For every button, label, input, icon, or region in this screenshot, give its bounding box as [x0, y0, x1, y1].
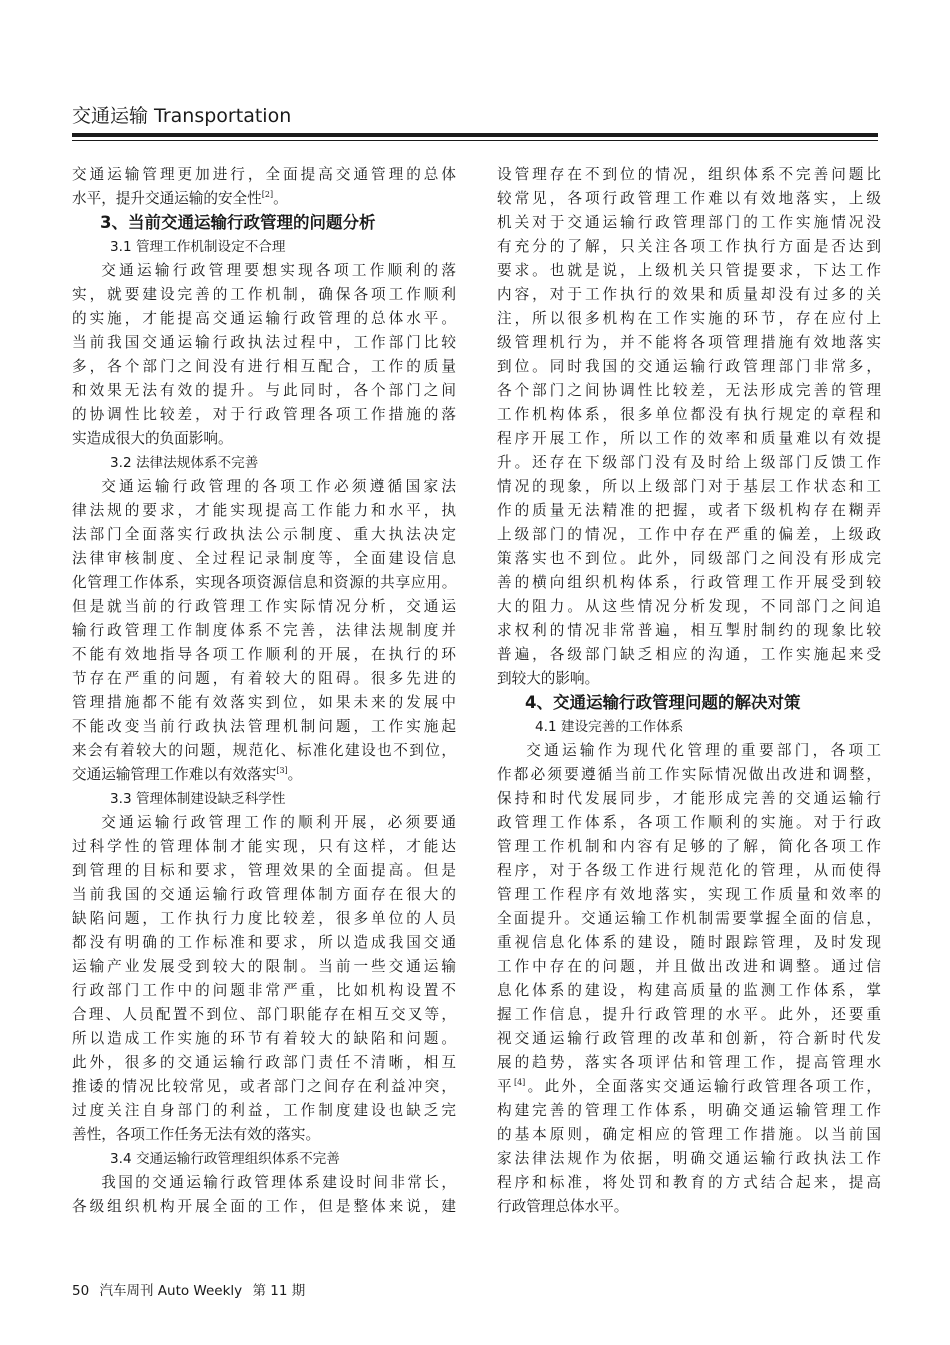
body-line: 保持和时代发展同步，才能形成完善的交通运输行 — [497, 790, 881, 807]
body-line: 的基本原则，确定相应的管理工作措施。以当前国 — [497, 1126, 881, 1143]
left-column — [72, 163, 456, 1219]
body-line: 到位。同时我国的交通运输行政管理部门非常多， — [497, 358, 881, 375]
body-line: 此外，很多的交通运输行政部门责任不清晰，相互 — [72, 1054, 456, 1071]
body-line: 不能有效地指导各项工作顺利的开展，在执行的环 — [72, 646, 456, 663]
body-line: 和效果无法有效的提升。与此同时，各个部门之间 — [72, 382, 456, 399]
header-rule-thin — [72, 140, 878, 141]
body-line: 作都必须要遵循当前工作实际情况做出改进和调整， — [497, 766, 881, 783]
body-line: 到管理的目标和要求，管理效果的全面提高。但是 — [72, 862, 456, 879]
paragraph-3-2 — [72, 475, 456, 787]
body-line: 交通运输行政管理要想实现各项工作顺利的落 — [101, 262, 456, 279]
paragraph-4-1 — [497, 739, 881, 1219]
body-line: 级管理机行为，并不能将各项管理措施有效地落实 — [497, 334, 881, 351]
body-line: 推诿的情况比较常见，或者部门之间存在利益冲突， — [72, 1078, 456, 1095]
body-line: 合理、人员配置不到位、部门职能存在相互交叉等， — [72, 1006, 456, 1023]
body-line: 家法律法规作为依据，明确交通运输行政执法工作 — [497, 1150, 881, 1167]
body-line: 求权利的情况非常普遍，相互掣肘制约的现象比较 — [497, 622, 881, 639]
body-line: 过度关注自身部门的利益，工作制度建设也缺乏完 — [72, 1102, 456, 1119]
body-line: 程序，对于各级工作进行规范化的管理，从而使得 — [497, 862, 881, 879]
body-line: 管理措施都不能有效落实到位，如果未来的发展中 — [72, 694, 456, 711]
body-line: 输行政管理工作制度体系不完善，法律法规制度并 — [72, 622, 456, 639]
journal-name: 汽车周刊 Auto Weekly — [99, 1283, 243, 1299]
body-line: 我国的交通运输行政管理体系建设时间非常长， — [101, 1174, 456, 1191]
body-line: 升。还存在下级部门没有及时给上级部门反馈工作 — [497, 454, 881, 471]
body-line: 平[4]。此外，全面落实交通运输行政管理各项工作， — [497, 1078, 881, 1095]
body-line: 各个部门之间协调性比较差，无法形成完善的管理 — [497, 382, 881, 399]
body-line: 律法规的要求，才能实现提高工作能力和水平，执 — [72, 502, 456, 519]
heading-3-4: 3.4 交通运输行政管理组织体系不完善 — [110, 1151, 340, 1167]
body-line: 交通运输行政管理的各项工作必须遵循国家法 — [101, 478, 456, 495]
paragraph-3-4-continued — [497, 163, 881, 691]
body-line: 节存在严重的问题，有着较大的阻碍。很多先进的 — [72, 670, 456, 687]
paragraph-3-1 — [72, 259, 456, 451]
body-line: 各级组织机构开展全面的工作，但是整体来说，建 — [72, 1198, 456, 1215]
body-line: 构建完善的管理工作体系，明确交通运输管理工作 — [497, 1102, 881, 1119]
body-line: 实造成很大的负面影响。 — [72, 430, 233, 447]
body-line: 管理工作机制和内容有足够的了解，简化各项工作 — [497, 838, 881, 855]
body-line: 大的阻力。从这些情况分析发现，不同部门之间追 — [497, 598, 881, 615]
citation: [3] — [276, 766, 288, 775]
body-line: 行政部门工作中的问题非常严重，比如机构设置不 — [72, 982, 456, 999]
body-line: 水平，提升交通运输的安全性[2]。 — [72, 190, 288, 207]
body-line: 情况的现象，所以上级部门对于基层工作状态和工 — [497, 478, 881, 495]
body-line: 管理工作程序有效地落实，实现工作质量和效率的 — [497, 886, 881, 903]
body-line: 重视信息化体系的建设，随时跟踪管理，及时发现 — [497, 934, 881, 951]
heading-3-2: 3.2 法律法规体系不完善 — [110, 455, 259, 471]
body-line: 机关对于交通运输行政管理部门的工作实施情况没 — [497, 214, 881, 231]
paragraph-3-4 — [72, 1171, 456, 1219]
body-line: 法部门全面落实行政执法公示制度、重大执法决定 — [72, 526, 456, 543]
page-number: 50 — [72, 1283, 90, 1299]
heading-section-3: 3、当前交通运输行政管理的问题分析 — [100, 213, 376, 232]
body-line: 的实施，才能提高交通运输行政管理的总体水平。 — [72, 310, 456, 327]
body-line: 有充分的了解，只关注各项工作执行方面是否达到 — [497, 238, 881, 255]
heading-section-4: 4、交通运输行政管理问题的解决对策 — [525, 693, 801, 712]
body-line: 工作机构体系，很多单位都没有执行规定的章程和 — [497, 406, 881, 423]
body-line: 政管理工作体系，各项工作顺利的实施。对于行政 — [497, 814, 881, 831]
body-line: 工作中存在的问题，并且做出改进和调整。通过信 — [497, 958, 881, 975]
body-line: 程序和标准，将处罚和教育的方式结合起来，提高 — [497, 1174, 881, 1191]
body-line: 善性，各项工作任务无法有效的落实。 — [72, 1126, 321, 1143]
header-rule-thick — [72, 133, 878, 137]
body-line: 交通运输行政管理工作的顺利开展，必须要通 — [101, 814, 456, 831]
right-column — [497, 163, 881, 1219]
body-line: 不能改变当前行政执法管理机制问题，工作实施起 — [72, 718, 456, 735]
body-line: 过科学性的管理体制才能实现，只有这样，才能达 — [72, 838, 456, 855]
body-line: 交通运输管理更加进行，全面提高交通管理的总体 — [72, 166, 456, 183]
paragraph-3-3 — [72, 811, 456, 1147]
body-line: 息化体系的建设，构建高质量的监测工作体系，掌 — [497, 982, 881, 999]
body-line: 但是就当前的行政管理工作实际情况分析，交通运 — [72, 598, 456, 615]
body-line: 的协调性比较差，对于行政管理各项工作措施的落 — [72, 406, 456, 423]
issue-number: 第 11 期 — [252, 1283, 306, 1299]
body-line: 策落实也不到位。此外，同级部门之间没有形成完 — [497, 550, 881, 567]
body-line: 要求。也就是说，上级机关只管提要求，下达工作 — [497, 262, 881, 279]
body-line: 较常见，各项行政管理工作难以有效地落实，上级 — [497, 190, 881, 207]
body-line: 内容，对于工作执行的效果和质量却没有过多的关 — [497, 286, 881, 303]
body-line: 当前我国的交通运输行政管理体制方面存在很大的 — [72, 886, 456, 903]
body-line: 当前我国交通运输行政执法过程中，工作部门比较 — [72, 334, 456, 351]
body-line: 程序开展工作，所以工作的效率和质量难以有效提 — [497, 430, 881, 447]
running-header — [72, 103, 878, 143]
body-line: 多，各个部门之间没有进行相互配合，工作的质量 — [72, 358, 456, 375]
citation: [2] — [261, 190, 274, 199]
body-line: 注，所以很多机构在工作实施的环节，存在应付上 — [497, 310, 881, 327]
body-line: 都没有明确的工作标准和要求，所以造成我国交通 — [72, 934, 456, 951]
body-line: 行政管理总体水平。 — [497, 1198, 629, 1215]
heading-3-3: 3.3 管理体制建设缺乏科学性 — [110, 791, 286, 807]
body-line: 交通运输管理工作难以有效落实[3]。 — [72, 766, 303, 783]
body-line: 上级部门的情况，工作中存在严重的偏差，上级政 — [497, 526, 881, 543]
body-line: 作的质量无法精准的把握，或者下级机构存在糊弄 — [497, 502, 881, 519]
body-line: 设管理存在不到位的情况，组织体系不完善问题比 — [497, 166, 881, 183]
body-line: 握工作信息，提升行政管理的水平。此外，还要重 — [497, 1006, 881, 1023]
page-footer — [72, 1282, 311, 1300]
citation: [4] — [513, 1078, 526, 1087]
heading-3-1: 3.1 管理工作机制设定不合理 — [110, 239, 286, 255]
heading-4-1: 4.1 建设完善的工作体系 — [535, 719, 684, 735]
body-line: 实，就要建设完善的工作机制，确保各项工作顺利 — [72, 286, 456, 303]
body-line: 来会有着较大的问题，规范化、标准化建设也不到位， — [72, 742, 456, 759]
body-line: 化管理工作体系，实现各项资源信息和资源的共享应用。 — [72, 574, 456, 591]
body-line: 缺陷问题，工作执行力度比较差，很多单位的人员 — [72, 910, 456, 927]
body-line: 法律审核制度、全过程记录制度等，全面建设信息 — [72, 550, 456, 567]
body-line: 普遍，各级部门缺乏相应的沟通，工作实施起来受 — [497, 646, 881, 663]
body-line: 运输产业发展受到较大的限制。当前一些交通运输 — [72, 958, 456, 975]
section-title: 交通运输 Transportation — [72, 105, 292, 127]
body-line: 全面提升。交通运输工作机制需要掌握全面的信息， — [497, 910, 881, 927]
body-line: 到较大的影响。 — [497, 670, 600, 687]
body-line: 所以造成工作实施的环节有着较大的缺陷和问题。 — [72, 1030, 456, 1047]
body-line: 交通运输作为现代化管理的重要部门，各项工 — [526, 742, 881, 759]
body-line: 善的横向组织机构体系，行政管理工作开展受到较 — [497, 574, 881, 591]
body-line: 展的趋势，落实各项评估和管理工作，提高管理水 — [497, 1054, 881, 1071]
body-line: 视交通运输行政管理的改革和创新，符合新时代发 — [497, 1030, 881, 1047]
